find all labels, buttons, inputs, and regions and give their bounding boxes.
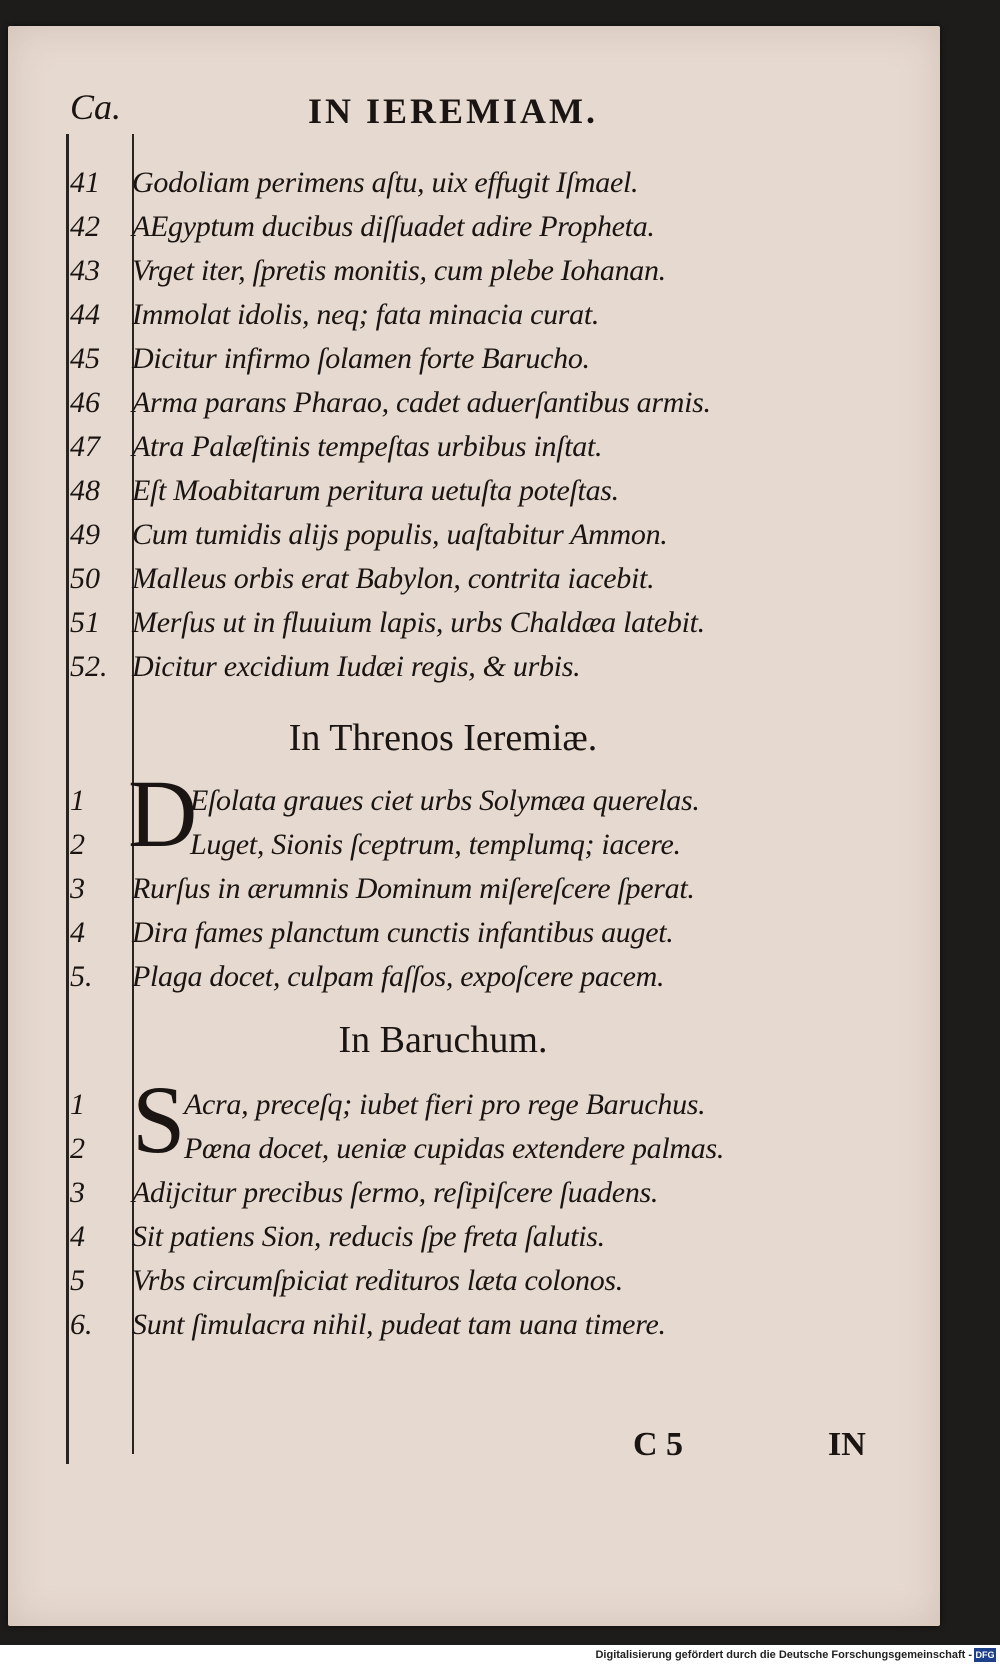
chapter-number: 4 [70,1220,85,1253]
verse-row [70,828,681,872]
verse-text: Pœna docet, ueniæ cupidas extendere palmas. [184,1132,725,1165]
verse-row [70,386,711,430]
verse-text: Sunt ſimulacra nihil, pudeat tam uana timere. [132,1308,666,1341]
chapter-number: 43 [70,254,100,287]
verse-text: Rurſus in ærumnis Dominum miſereſcere ſperat. [132,872,695,905]
signature-mark: C 5 [633,1426,684,1463]
verse-row [70,1088,705,1132]
verse-text: Merſus ut in fluuium lapis, urbs Chaldæa latebit. [132,606,705,639]
chapter-number: 4 [70,916,85,949]
funding-credit: Digitalisierung gefördert durch die Deutsche Forschungsgemeinschaft - [595,1649,972,1661]
section-title-threni: In Threnos Ieremiæ. [288,717,598,759]
dfg-logo-icon: DFG [975,1650,995,1660]
chapter-number: 5. [70,960,93,993]
chapter-label: Ca. [70,87,122,127]
verse-row [70,254,666,298]
verse-text: Cum tumidis alijs populis, uaſtabitur Ammon. [132,518,668,551]
running-head: IN IEREMIAM. [308,91,599,131]
chapter-number: 52. [70,650,108,683]
verse-text: Malleus orbis erat Babylon, contrita iacebit. [132,562,655,595]
chapter-number: 3 [70,872,85,905]
chapter-number: 46 [70,386,100,419]
chapter-number: 1 [70,1088,85,1121]
verse-text: Adijcitur precibus ſermo, reſipiſcere ſuadens. [132,1176,659,1209]
verse-row [70,784,700,828]
verse-row [70,1132,724,1176]
verse-text: Sit patiens Sion, reducis ſpe freta ſalutis. [132,1220,605,1253]
chapter-number: 5 [70,1264,85,1297]
verse-row [70,342,590,386]
verse-row [70,916,673,960]
chapter-number: 47 [70,430,100,463]
verse-row [70,1308,666,1352]
verse-text: Atra Palæſtinis tempeſtas urbibus inſtat. [132,430,603,463]
verse-text: Luget, Sionis ſceptrum, templumq; iacere. [190,828,681,861]
dropcap-s: S [132,1066,186,1173]
verse-text: Godoliam perimens aſtu, uix effugit Iſmael. [132,166,639,199]
verse-row [70,606,705,650]
chapter-number: 2 [70,828,85,861]
verse-text: Eſolata graues ciet urbs Solymæa querelas. [190,784,700,817]
verse-row [70,210,655,254]
margin-rule-outer [66,134,69,1464]
verse-text: Eſt Moabitarum peritura uetuſta poteſtas. [132,474,619,507]
chapter-number: 50 [70,562,100,595]
verse-text: Immolat idolis, neq; fata minacia curat. [132,298,600,331]
chapter-number: 48 [70,474,100,507]
chapter-number: 42 [70,210,100,243]
dropcap-d: D [128,760,198,867]
book-page [8,26,940,1626]
chapter-number: 44 [70,298,100,331]
verse-text: AEgyptum ducibus diſſuadet adire Propheta. [132,210,655,243]
verse-row [70,430,602,474]
verse-row [70,960,664,1004]
verse-text: Vrbs circumſpiciat redituros læta colonos. [132,1264,623,1297]
section-title-baruch: In Baruchum. [338,1019,548,1061]
verse-row [70,872,695,916]
chapter-number: 1 [70,784,85,817]
chapter-number: 51 [70,606,100,639]
verse-row [70,474,619,518]
verse-text: Vrget iter, ſpretis monitis, cum plebe Iohanan. [132,254,666,287]
verse-row [70,166,638,210]
chapter-number: 3 [70,1176,85,1209]
verse-text: Dicitur infirmo ſolamen forte Barucho. [132,342,590,375]
verse-row [70,518,667,562]
verse-text: Acra, preceſq; iubet fieri pro rege Baruchus. [184,1088,706,1121]
chapter-number: 45 [70,342,100,375]
verse-row [70,562,654,606]
chapter-number: 6. [70,1308,93,1341]
chapter-number: 49 [70,518,100,551]
verse-row [70,1176,658,1220]
funding-footer [0,1645,1000,1667]
verse-text: Plaga docet, culpam faſſos, expoſcere pacem. [132,960,665,993]
catchword: IN [828,1426,866,1463]
verse-text: Arma parans Pharao, cadet aduerſantibus armis. [132,386,711,419]
verse-row [70,650,580,694]
verse-text: Dira fames planctum cunctis infantibus auget. [132,916,674,949]
chapter-number: 41 [70,166,100,199]
verse-row [70,298,599,342]
verse-row [70,1264,623,1308]
verse-row [70,1220,605,1264]
verse-text: Dicitur excidium Iudæi regis, & urbis. [132,650,581,683]
chapter-number: 2 [70,1132,85,1165]
